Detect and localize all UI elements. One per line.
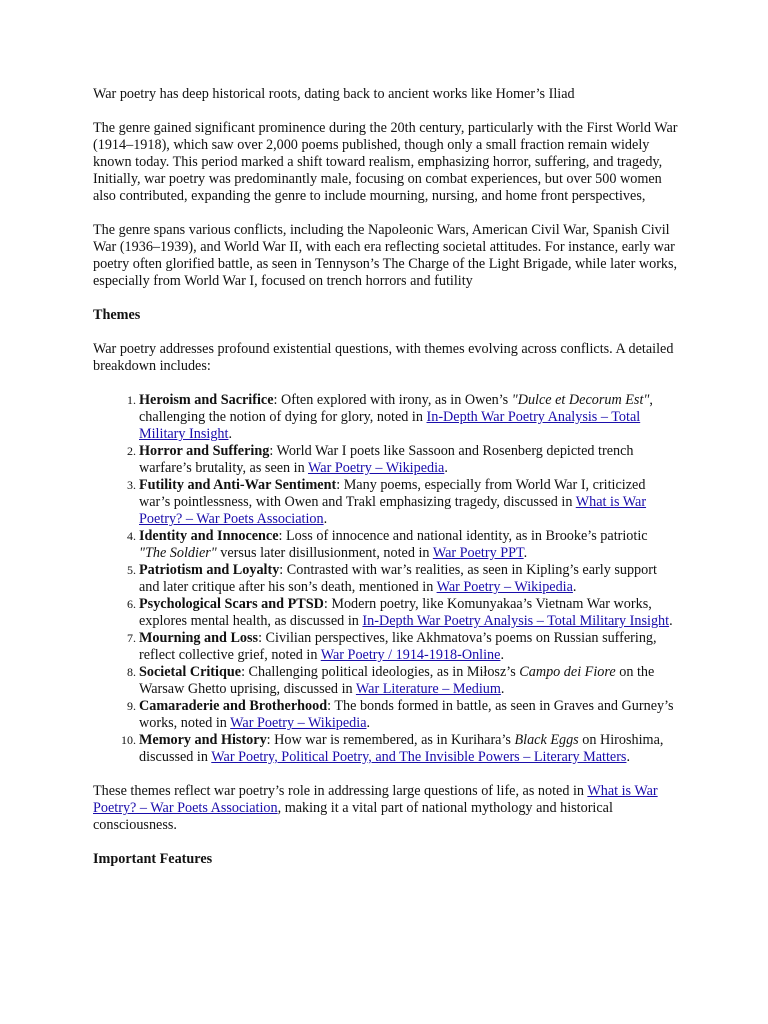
theme-text: , challenging the notion of dying for glory, noted in bbox=[139, 392, 653, 425]
document-body bbox=[93, 86, 678, 885]
list-item bbox=[139, 443, 678, 477]
list-item bbox=[139, 698, 678, 732]
theme-link[interactable]: War Poetry – Wikipedia bbox=[436, 579, 573, 595]
theme-link[interactable]: In-Depth War Poetry Analysis – Total Military Insight bbox=[362, 613, 670, 629]
theme-text: . bbox=[669, 613, 673, 629]
heading-important-features: Important Features bbox=[93, 851, 213, 867]
theme-text: . bbox=[366, 715, 371, 731]
theme-title: Memory and History bbox=[139, 732, 267, 748]
theme-text: . bbox=[500, 681, 505, 697]
theme-text: : The bonds formed in battle, as seen in Graves and Gurney’s works, noted in bbox=[139, 698, 674, 731]
theme-link[interactable]: War Poetry PPT bbox=[432, 545, 524, 561]
theme-text: : Contrasted with war’s realities, as seen in Kipling’s early support and later critique after his son’s death, mentioned in bbox=[139, 562, 657, 595]
theme-text: : How war is remembered, as in Kurihara’s bbox=[266, 732, 515, 748]
theme-emphasis: Black Eggs bbox=[514, 732, 579, 748]
theme-link[interactable]: War Poetry, Political Poetry, and The Invisible Powers – Literary Matters bbox=[211, 749, 627, 765]
theme-title: Societal Critique bbox=[139, 664, 242, 680]
theme-text: : Modern poetry, like Komunyakaa’s Vietnam War works, explores mental health, as discussed in bbox=[139, 596, 652, 629]
outro-text: These themes reflect war poetry’s role in addressing large questions of life, as noted in bbox=[93, 783, 588, 799]
outro-link[interactable]: What is War Poetry? – War Poets Association bbox=[93, 783, 658, 816]
theme-text: . bbox=[500, 647, 504, 663]
paragraph-conflicts: The genre spans various conflicts, including the Napoleonic Wars, American Civil War, Spanish Civil War (1936–1939), and World War II, with each era reflecting societal attitudes. For instance, early war poetry often glorified battle, as seen in Tennyson’s The Charge of the Light Brigade, while later works, especially from World War I, focused on trench horrors and futility bbox=[93, 222, 678, 289]
theme-title: Identity and Innocence bbox=[139, 528, 279, 544]
theme-title: Patriotism and Loyalty bbox=[139, 562, 280, 578]
list-item bbox=[139, 392, 678, 443]
list-item bbox=[139, 630, 678, 664]
theme-text: . bbox=[444, 460, 448, 476]
theme-link[interactable]: In-Depth War Poetry Analysis – Total Military Insight bbox=[139, 409, 641, 442]
themes-list bbox=[93, 392, 678, 766]
list-item bbox=[139, 562, 678, 596]
paragraph-roots: War poetry has deep historical roots, dating back to ancient works like Homer’s Iliad bbox=[93, 86, 575, 102]
list-item bbox=[139, 596, 678, 630]
heading-themes: Themes bbox=[93, 307, 141, 323]
theme-text: : World War I poets like Sassoon and Rosenberg depicted trench warfare’s brutality, as seen in bbox=[139, 443, 634, 476]
theme-text: on the Warsaw Ghetto uprising, discussed in bbox=[139, 664, 655, 697]
theme-title: Horror and Suffering bbox=[139, 443, 270, 459]
theme-link[interactable]: War Poetry – Wikipedia bbox=[230, 715, 367, 731]
theme-title: Psychological Scars and PTSD bbox=[139, 596, 324, 612]
theme-link[interactable]: War Poetry / 1914-1918-Online bbox=[320, 647, 501, 663]
theme-text: . bbox=[523, 545, 528, 561]
theme-title: Heroism and Sacrifice bbox=[139, 392, 274, 408]
paragraph-prominence: The genre gained significant prominence during the 20th century, particularly with the First World War (1914–1918), which saw over 2,000 poems published, though only a small fraction remain widely known today. This period marked a shift toward realism, emphasizing horror, suffering, and tragedy, Initially, war poetry was predominantly male, focusing on combat experiences, but over 500 women also contributed, expanding the genre to include mourning, nursing, and home front perspectives, bbox=[93, 120, 678, 204]
list-item bbox=[139, 477, 678, 528]
theme-title: Mourning and Loss bbox=[139, 630, 259, 646]
theme-emphasis: "The Soldier" bbox=[139, 545, 217, 561]
list-item bbox=[139, 528, 678, 562]
themes-outro bbox=[93, 783, 678, 834]
theme-link[interactable]: What is War Poetry? – War Poets Association bbox=[139, 494, 647, 527]
theme-title: Camaraderie and Brotherhood bbox=[139, 698, 328, 714]
theme-emphasis: Campo dei Fiore bbox=[519, 664, 616, 680]
theme-text: : Loss of innocence and national identity, as in Brooke’s patriotic bbox=[278, 528, 648, 544]
theme-text: : Often explored with irony, as in Owen’s bbox=[273, 392, 512, 408]
theme-text: : Challenging political ideologies, as in Miłosz’s bbox=[241, 664, 520, 680]
theme-text: . bbox=[323, 511, 328, 527]
theme-emphasis: "Dulce et Decorum Est" bbox=[511, 392, 650, 408]
list-item bbox=[139, 664, 678, 698]
theme-title: Futility and Anti-War Sentiment bbox=[139, 477, 337, 493]
theme-text: : Many poems, especially from World War I, criticized war’s pointlessness, with Owen and Trakl emphasizing tragedy, discussed in bbox=[139, 477, 646, 510]
themes-intro: War poetry addresses profound existential questions, with themes evolving across conflicts. A detailed breakdown includes: bbox=[93, 341, 674, 374]
theme-link[interactable]: War Poetry – Wikipedia bbox=[308, 460, 445, 476]
theme-link[interactable]: War Literature – Medium bbox=[355, 681, 501, 697]
theme-text: on Hiroshima, discussed in bbox=[139, 732, 664, 765]
theme-text: versus later disillusionment, noted in bbox=[216, 545, 433, 561]
theme-text: . bbox=[572, 579, 577, 595]
outro-text: , making it a vital part of national mythology and historical consciousness. bbox=[93, 800, 613, 833]
theme-text: . bbox=[228, 426, 233, 442]
theme-text: . bbox=[626, 749, 631, 765]
list-item bbox=[139, 732, 678, 766]
theme-text: : Civilian perspectives, like Akhmatova’s poems on Russian suffering, reflect collective grief, noted in bbox=[139, 630, 657, 663]
